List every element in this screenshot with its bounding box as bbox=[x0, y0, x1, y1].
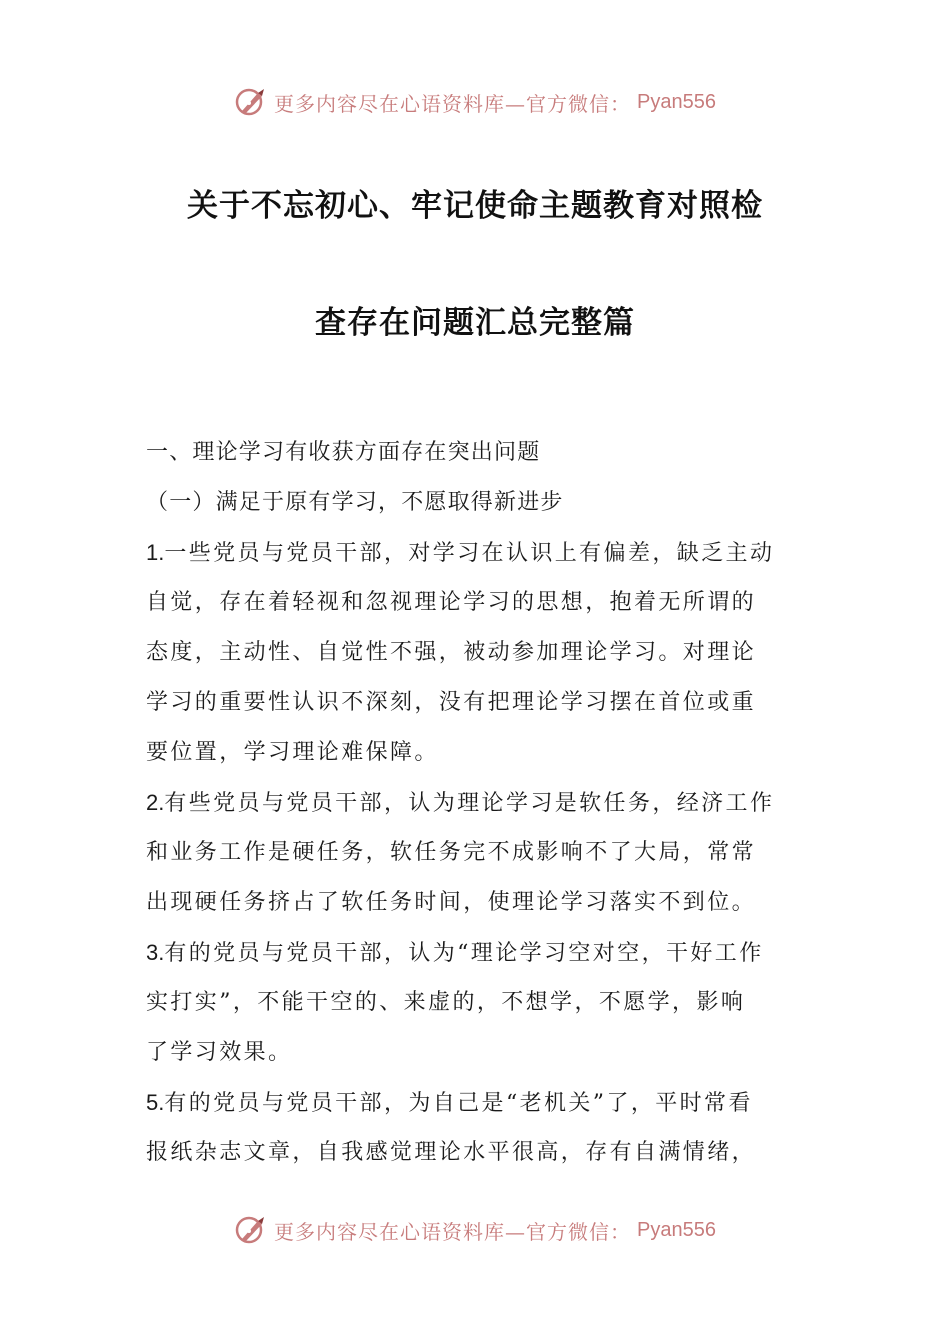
paragraph-line: 自觉，存在着轻视和忽视理论学习的思想，抱着无所谓的 bbox=[146, 590, 757, 615]
paragraph-line: 出现硬任务挤占了软任务时间，使理论学习落实不到位。 bbox=[146, 890, 757, 915]
paragraph-line: 态度，主动性、自觉性不强，被动参加理论学习。对理论 bbox=[146, 640, 757, 665]
paragraph-line bbox=[146, 928, 806, 978]
item-number: 5. bbox=[146, 1090, 165, 1115]
document-title-line-1: 关于不忘初心、牢记使命主题教育对照检 bbox=[187, 188, 763, 224]
pen-nib-circle-logo-icon bbox=[234, 1213, 268, 1247]
paragraph-line: 和业务工作是硬任务，软任务完不成影响不了大局，常常 bbox=[146, 840, 757, 865]
paragraph-line: 实打实”，不能干空的、来虚的，不想学，不愿学，影响 bbox=[146, 990, 746, 1015]
item-number: 2. bbox=[146, 790, 165, 815]
paragraph-line: 了学习效果。 bbox=[146, 1040, 293, 1065]
paragraph-text: 有的党员与党员干部，认为“理论学习空对空，干好工作 bbox=[164, 941, 764, 966]
watermark-text: 更多内容尽在心语资料库—官方微信： bbox=[274, 91, 632, 116]
paragraph-line: 报纸杂志文章，自我感觉理论水平很高，存有自满情绪， bbox=[146, 1140, 757, 1165]
watermark-handle: Pyan556 bbox=[637, 90, 716, 113]
item-number: 1. bbox=[146, 540, 165, 565]
header-watermark bbox=[0, 82, 950, 122]
item-number: 3. bbox=[146, 940, 165, 965]
paragraph-text: 有的党员与党员干部，为自己是“老机关”了，平时常看 bbox=[164, 1091, 753, 1116]
footer-watermark bbox=[0, 1210, 950, 1250]
paragraph-text: 一些党员与党员干部，对学习在认识上有偏差，缺乏主动 bbox=[164, 541, 775, 566]
document-title-line-2: 查存在问题汇总完整篇 bbox=[315, 305, 635, 341]
watermark-text: 更多内容尽在心语资料库—官方微信： bbox=[274, 1219, 632, 1244]
paragraph-line bbox=[146, 528, 806, 578]
subsection-heading: （一）满足于原有学习，不愿取得新进步 bbox=[146, 490, 564, 515]
paragraph-line bbox=[146, 778, 806, 828]
paragraph-line: 要位置，学习理论难保障。 bbox=[146, 740, 439, 765]
pen-nib-circle-logo-icon bbox=[234, 85, 268, 119]
paragraph-line bbox=[146, 1078, 806, 1128]
section-heading: 一、理论学习有收获方面存在突出问题 bbox=[146, 440, 541, 465]
paragraph-text: 有些党员与党员干部，认为理论学习是软任务，经济工作 bbox=[164, 791, 775, 816]
document-body bbox=[146, 428, 806, 1178]
watermark-handle: Pyan556 bbox=[637, 1218, 716, 1241]
paragraph-line: 学习的重要性认识不深刻，没有把理论学习摆在首位或重 bbox=[146, 690, 757, 715]
